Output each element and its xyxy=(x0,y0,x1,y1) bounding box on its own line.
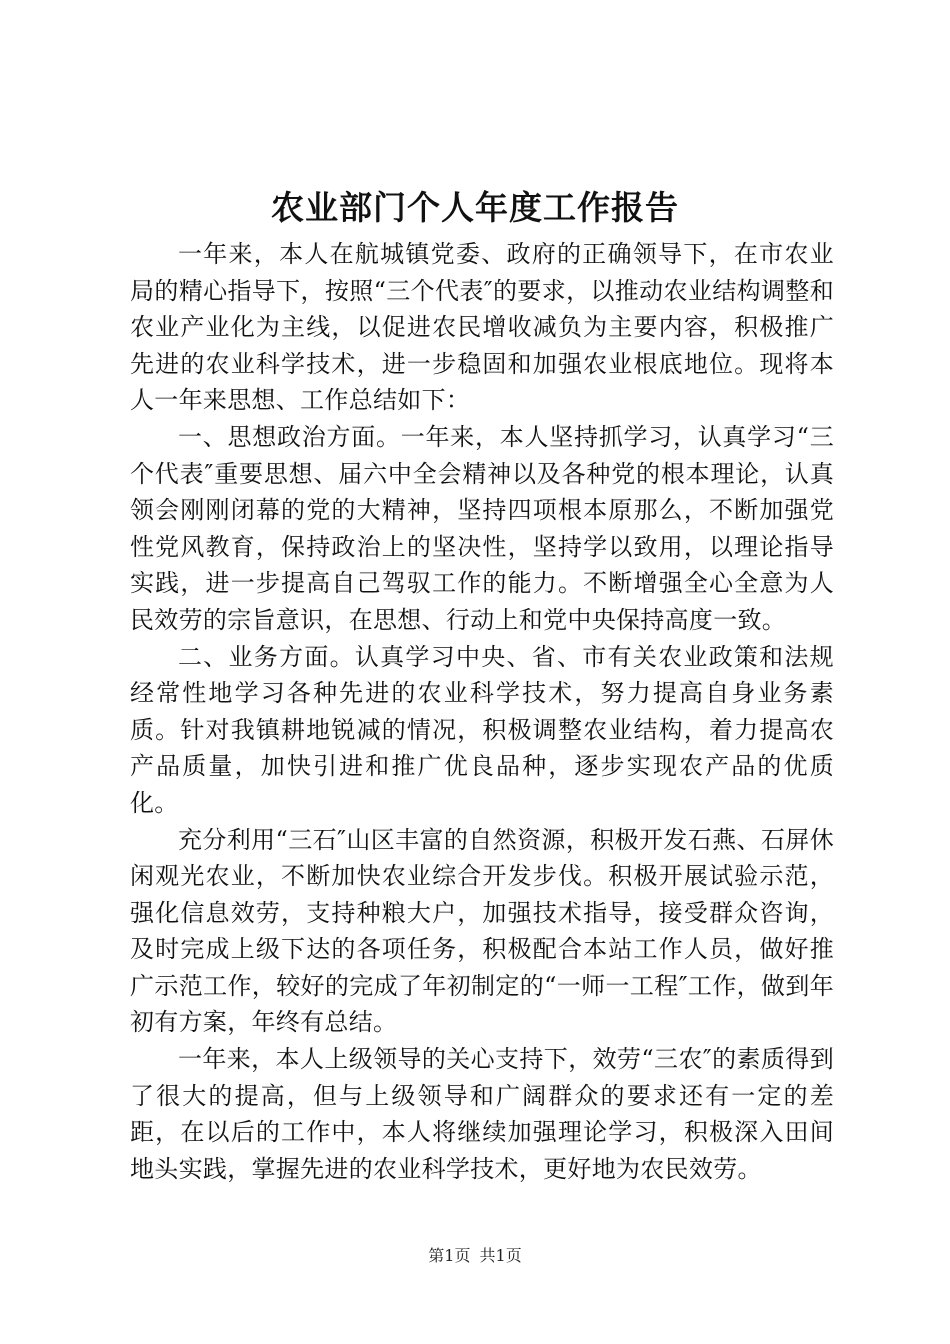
paragraph-intro: 一年来，本人在航城镇党委、政府的正确领导下，在市农业局的精心指导下，按照“三个代表″的要求，以推动农业结构调整和农业产业化为主线，以促进农民增收减负为主要内容，积极推广先进的农业科学技术，进一步稳固和加强农业根底地位。现将本人一年来思想、工作总结如下： xyxy=(130,240,834,415)
paragraph-political: 一、思想政治方面。一年来，本人坚持抓学习，认真学习“三个代表″重要思想、届六中全会精神以及各种党的根本理论，认真领会刚刚闭幕的党的大精神，坚持四项根本原那么，不断加强党性党风教育，保持政治上的坚决性，坚持学以致用，以理论指导实践，进一步提高自己驾驭工作的能力。不断增强全心全意为人民效劳的宗旨意识，在思想、行动上和党中央保持高度一致。 xyxy=(130,422,834,634)
page-total: 共1页 xyxy=(479,1246,522,1265)
paragraph-business: 二、业务方面。认真学习中央、省、市有关农业政策和法规经常性地学习各种先进的农业科学技术，努力提高自身业务素质。针对我镇耕地锐减的情况，积极调整农业结构，着力提高农产品质量，加快引进和推广优良品种，逐步实现农产品的优质化。 xyxy=(130,642,834,817)
document-body xyxy=(130,236,834,1187)
paragraph-resources: 充分利用“三石″山区丰富的自然资源，积极开发石燕、石屏休闲观光农业，不断加快农业综合开发步伐。积极开展试验示范，强化信息效劳，支持种粮大户，加强技术指导，接受群众咨询，及时完成上级下达的各项任务，积极配合本站工作人员，做好推广示范工作，较好的完成了年初制定的“一师一工程″工作，做到年初有方案，年终有总结。 xyxy=(130,825,834,1037)
page-footer xyxy=(0,1244,950,1268)
paragraph-conclusion: 一年来，本人上级领导的关心支持下，效劳“三农″的素质得到了很大的提高，但与上级领导和广阔群众的要求还有一定的差距，在以后的工作中，本人将继续加强理论学习，积极深入田间地头实践，掌握先进的农业科学技术，更好地为农民效劳。 xyxy=(130,1045,834,1183)
page-number: 第1页 xyxy=(428,1246,471,1265)
document-title: 农业部门个人年度工作报告 xyxy=(271,188,679,227)
